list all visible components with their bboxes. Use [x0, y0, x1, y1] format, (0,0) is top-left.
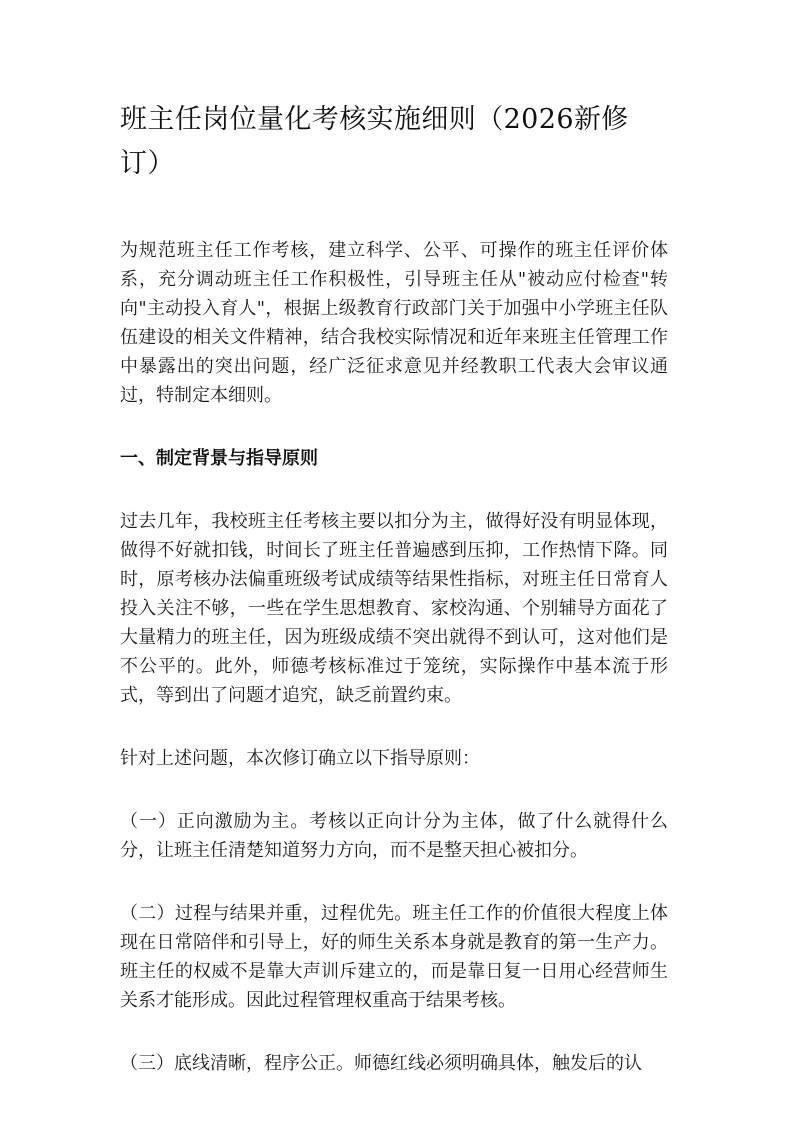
document-title: 班主任岗位量化考核实施细则（2026新修订）	[120, 104, 629, 179]
spacer	[120, 186, 668, 236]
spacer	[120, 865, 668, 899]
section-heading-background: 一、制定背景与指导原则	[120, 448, 318, 469]
background-paragraph: 过去几年，我校班主任考核主要以扣分为主，做得好没有明显体现，做得不好就扣钱，时间长了班主任普遍感到压抑，工作热情下降。同时，原考核办法偏重班级考试成绩等结果性指标，对班主任日常育人投入关注不够，一些在学生思想教育、家校沟通、个别辅导方面花了大量精力的班主任，因为班级成绩不突出就得不到认可，这对他们是不公平的。此外，师德考核标准过于笼统，实际操作中基本流于形式，等到出了问题才追究，缺乏前置约束。	[120, 511, 668, 706]
document-body	[120, 98, 668, 1078]
principles-intro-paragraph: 针对上述问题，本次修订确立以下指导原则：	[120, 748, 480, 769]
principle-1-paragraph: （一）正向激励为主。考核以正向计分为主体，做了什么就得什么分，让班主任清楚知道努力方向，而不是整天担心被扣分。	[120, 811, 668, 861]
intro-paragraph: 为规范班主任工作考核，建立科学、公平、可操作的班主任评价体系，充分调动班主任工作积极性，引导班主任从"被动应付检查"转向"主动投入育人"，根据上级教育行政部门关于加强中小学班主任队伍建设的相关文件精神，结合我校实际情况和近年来班主任管理工作中暴露出的突出问题，经广泛征求意见并经教职工代表大会审议通过，特制定本细则。	[120, 240, 668, 406]
spacer	[120, 773, 668, 807]
spacer	[120, 710, 668, 744]
principle-2-paragraph: （二）过程与结果并重，过程优先。班主任工作的价值很大程度上体现在日常陪伴和引导上，好的师生关系本身就是教育的第一生产力。班主任的权威不是靠大声训斥建立的，而是靠日复一日用心经营师生关系才能形成。因此过程管理权重高于结果考核。	[120, 903, 668, 1011]
spacer	[120, 473, 668, 507]
spacer	[120, 1015, 668, 1049]
spacer	[120, 410, 668, 444]
principle-3-paragraph: （三）底线清晰，程序公正。师德红线必须明确具体，触发后的认	[120, 1053, 642, 1074]
